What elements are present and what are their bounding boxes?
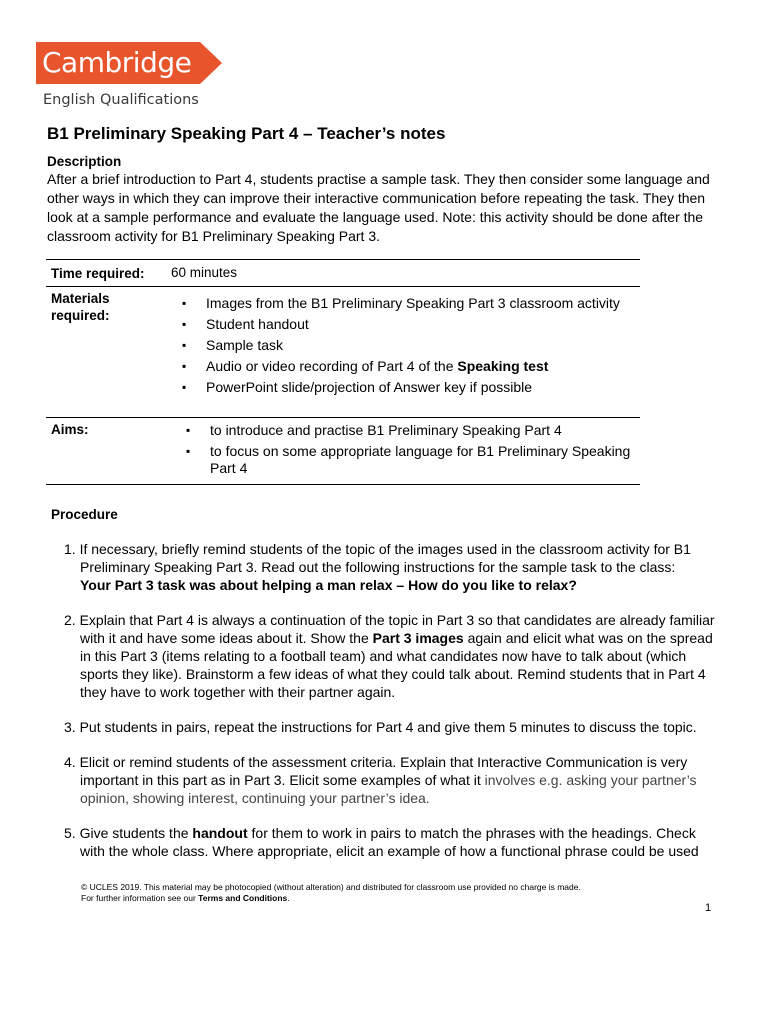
description-heading: Description [47,154,122,169]
terms-line [81,893,581,904]
logo-subtitle: English Qualifications [43,92,199,108]
time-value: 60 minutes [171,265,238,280]
list-item: ▪ Images from the B1 Preliminary Speaking Part 3 classroom activity [182,295,632,312]
terms-suffix: . [287,893,290,903]
copyright-line: © UCLES 2019. This material may be photocopied (without alteration) and distributed for classroom use provided no charge is made. [81,882,581,892]
step-5-text-a: 5. Give students the [64,825,193,841]
materials-audio-text: Audio or video recording of Part 4 of the [206,358,458,374]
step-2-bold: Part 3 images [372,630,464,646]
procedure-heading: Procedure [51,507,118,522]
page-title: B1 Preliminary Speaking Part 4 – Teacher’s notes [47,124,446,143]
list-item: ▪ Student handout [182,316,632,333]
step-4-text-b: involves e.g. asking your partner’s opinion, showing interest, continuing your partner’s idea. [80,772,697,806]
page-number: 1 [705,902,712,914]
footer [81,882,581,904]
materials-row [46,286,640,417]
logo-wordmark: Cambridge [42,46,192,79]
step-1-text: 1. If necessary, briefly remind students of the topic of the images used in the classroom activity for B1 Preliminary Speaking Part 3. Read out the following instructions for the sample task to the class: [64,541,691,575]
procedure-step-5 [64,824,724,860]
aims-list [186,422,641,481]
step-5-text-b: for them to work in pairs to match the phrases with the headings. Check with the whole class. Where appropriate, elicit an example of how a functional phrase could be used [80,825,699,859]
list-item: ▪ PowerPoint slide/projection of Answer key if possible [182,379,632,396]
procedure-step-1 [64,540,724,594]
procedure-step-3: 3. Put students in pairs, repeat the instructions for Part 4 and give them 5 minutes to discuss the topic. [64,719,697,735]
aims-row [46,417,640,485]
description-text: After a brief introduction to Part 4, students practise a sample task. They then consider some language and other ways in which they can improve their interactive communication before repeating the task. They then look at a sample performance and evaluate the language used. Note: this activity should be done after the classroom activity for B1 Preliminary Speaking Part 3. [47,171,710,244]
step-2-text-a: 2. Explain that Part 4 is always a continuation of the topic in Part 3 so that candidates are already familiar with it and have some ideas about it. Show the [64,612,715,646]
list-item: ▪ to focus on some appropriate language for B1 Preliminary Speaking Part 4 [186,443,641,477]
materials-audio-bold: Speaking test [457,358,549,374]
time-row [46,259,640,286]
info-table [46,259,640,485]
step-2-text-b: again and elicit what was on the spread in this Part 3 (items relating to a football team) and what candidates now have to talk about (which sports they like). Brainstorm a few ideas of what they could talk about. Remind students that in Part 4 they have to work together with their partner again. [80,630,713,700]
list-item: ▪ to introduce and practise B1 Preliminary Speaking Part 4 [186,422,641,439]
step-4-text-a: 4. Elicit or remind students of the assessment criteria. Explain that Interactive Communication is very important in this part as in Part 3. Elicit some examples of what it [64,754,688,788]
procedure-step-2 [64,611,724,701]
procedure-steps [64,540,724,877]
materials-label: Materials required: [51,291,110,323]
step-5-bold: handout [192,825,248,841]
aims-label: Aims: [51,422,89,437]
terms-prefix: For further information see our [81,893,199,903]
time-label: Time required: [51,266,145,281]
step-1-bold: Your Part 3 task was about helping a man relax – How do you like to relax? [80,577,577,593]
list-item [182,358,632,375]
list-item: ▪ Sample task [182,337,632,354]
materials-list [182,295,632,400]
procedure-step-4 [64,753,724,807]
terms-link[interactable]: Terms and Conditions [198,893,288,903]
